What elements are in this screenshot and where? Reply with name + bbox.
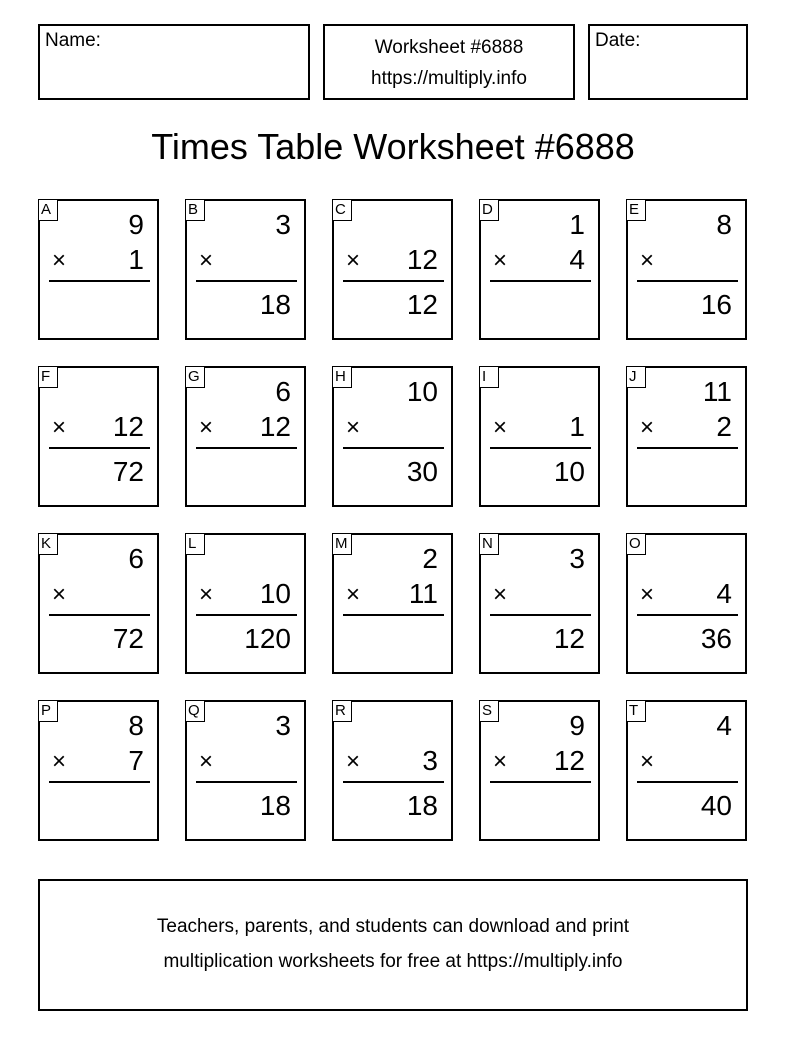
problem-card <box>626 199 747 340</box>
multiplicand: 11 <box>702 376 732 407</box>
date-label: Date: <box>595 30 641 51</box>
multiplier: 7 <box>128 745 144 776</box>
problem-letter: J <box>626 366 646 388</box>
answer-line <box>637 614 738 616</box>
multiplier: 1 <box>569 411 585 442</box>
answer-line <box>49 614 150 616</box>
multiplier: 12 <box>406 244 438 275</box>
times-symbol: × <box>346 247 361 274</box>
problem-letter: B <box>185 199 205 221</box>
problem-letter: O <box>626 533 646 555</box>
times-symbol: × <box>52 247 67 274</box>
problem-card <box>38 700 159 841</box>
product: 40 <box>700 790 732 821</box>
footer-line-1: Teachers, parents, and students can download and print <box>156 916 630 937</box>
name-label: Name: <box>45 30 101 51</box>
multiplicand: 3 <box>275 209 291 240</box>
worksheet-info-box <box>323 24 575 100</box>
times-symbol: × <box>493 581 508 608</box>
problem-letter: I <box>479 366 499 388</box>
multiplier: 12 <box>553 745 585 776</box>
times-symbol: × <box>52 748 67 775</box>
answer-line <box>343 614 444 616</box>
problem-letter: M <box>332 533 352 555</box>
product: 18 <box>259 790 291 821</box>
multiplicand: 1 <box>569 209 585 240</box>
multiplicand: 4 <box>716 710 732 741</box>
problem-card <box>332 199 453 340</box>
problem-card <box>626 533 747 674</box>
product: 120 <box>244 623 291 654</box>
problem-letter: R <box>332 700 352 722</box>
answer-line <box>343 280 444 282</box>
times-symbol: × <box>346 748 361 775</box>
times-symbol: × <box>52 414 67 441</box>
answer-line <box>490 280 591 282</box>
problem-letter: K <box>38 533 58 555</box>
multiplicand: 6 <box>275 376 291 407</box>
problem-card <box>479 366 600 507</box>
answer-line <box>196 614 297 616</box>
answer-line <box>490 614 591 616</box>
answer-line <box>196 781 297 783</box>
multiplier: 12 <box>112 411 144 442</box>
problem-card <box>479 700 600 841</box>
answer-line <box>637 280 738 282</box>
multiplicand: 8 <box>128 710 144 741</box>
times-symbol: × <box>493 748 508 775</box>
footer-line-2: multiplication worksheets for free at https://multiply.info <box>163 951 623 972</box>
product: 12 <box>406 289 438 320</box>
problem-card <box>185 199 306 340</box>
multiplier: 1 <box>128 244 144 275</box>
problem-letter: N <box>479 533 499 555</box>
problem-card <box>332 366 453 507</box>
multiplicand: 8 <box>716 209 732 240</box>
problem-letter: G <box>185 366 205 388</box>
product: 72 <box>112 623 144 654</box>
answer-line <box>490 447 591 449</box>
problem-card <box>626 700 747 841</box>
problem-card <box>479 199 600 340</box>
times-symbol: × <box>199 748 214 775</box>
times-symbol: × <box>346 581 361 608</box>
multiplier: 10 <box>259 578 291 609</box>
problem-letter: A <box>38 199 58 221</box>
times-symbol: × <box>640 247 655 274</box>
answer-line <box>343 781 444 783</box>
problem-card <box>479 533 600 674</box>
product: 10 <box>553 456 585 487</box>
times-symbol: × <box>640 414 655 441</box>
answer-line <box>637 781 738 783</box>
times-symbol: × <box>52 581 67 608</box>
name-field-box <box>38 24 310 100</box>
problem-letter: F <box>38 366 58 388</box>
answer-line <box>196 447 297 449</box>
multiplier: 4 <box>569 244 585 275</box>
multiplicand: 9 <box>128 209 144 240</box>
problem-card <box>38 533 159 674</box>
problem-letter: S <box>479 700 499 722</box>
answer-line <box>196 280 297 282</box>
problem-letter: L <box>185 533 205 555</box>
answer-line <box>637 447 738 449</box>
problem-card <box>626 366 747 507</box>
multiplier: 2 <box>716 411 732 442</box>
times-symbol: × <box>640 581 655 608</box>
answer-line <box>49 280 150 282</box>
product: 12 <box>553 623 585 654</box>
problem-card <box>38 366 159 507</box>
times-symbol: × <box>640 748 655 775</box>
problem-card <box>185 366 306 507</box>
footer-box <box>38 879 748 1011</box>
multiplier: 11 <box>408 578 438 609</box>
times-symbol: × <box>493 414 508 441</box>
times-symbol: × <box>199 581 214 608</box>
problem-card <box>332 700 453 841</box>
product: 18 <box>259 289 291 320</box>
answer-line <box>490 781 591 783</box>
product: 72 <box>112 456 144 487</box>
product: 16 <box>700 289 732 320</box>
answer-line <box>49 447 150 449</box>
multiplicand: 10 <box>406 376 438 407</box>
multiplicand: 3 <box>569 543 585 574</box>
problem-letter: E <box>626 199 646 221</box>
problem-letter: P <box>38 700 58 722</box>
problem-card <box>332 533 453 674</box>
answer-line <box>49 781 150 783</box>
problem-card <box>185 533 306 674</box>
product: 18 <box>406 790 438 821</box>
page-title: Times Table Worksheet #6888 <box>151 126 635 167</box>
problem-letter: H <box>332 366 352 388</box>
multiplier: 4 <box>716 578 732 609</box>
multiplicand: 6 <box>128 543 144 574</box>
problem-letter: T <box>626 700 646 722</box>
times-symbol: × <box>493 247 508 274</box>
worksheet-number: Worksheet #6888 <box>374 37 524 58</box>
multiplier: 12 <box>259 411 291 442</box>
times-symbol: × <box>199 414 214 441</box>
problem-card <box>38 199 159 340</box>
product: 30 <box>406 456 438 487</box>
multiplicand: 3 <box>275 710 291 741</box>
multiplier: 3 <box>422 745 438 776</box>
product: 36 <box>700 623 732 654</box>
problem-letter: C <box>332 199 352 221</box>
multiplicand: 9 <box>569 710 585 741</box>
problem-letter: Q <box>185 700 205 722</box>
problem-card <box>185 700 306 841</box>
date-field-box <box>588 24 748 100</box>
worksheet-url: https://multiply.info <box>371 68 527 89</box>
times-symbol: × <box>346 414 361 441</box>
problem-letter: D <box>479 199 499 221</box>
times-symbol: × <box>199 247 214 274</box>
answer-line <box>343 447 444 449</box>
multiplicand: 2 <box>422 543 438 574</box>
